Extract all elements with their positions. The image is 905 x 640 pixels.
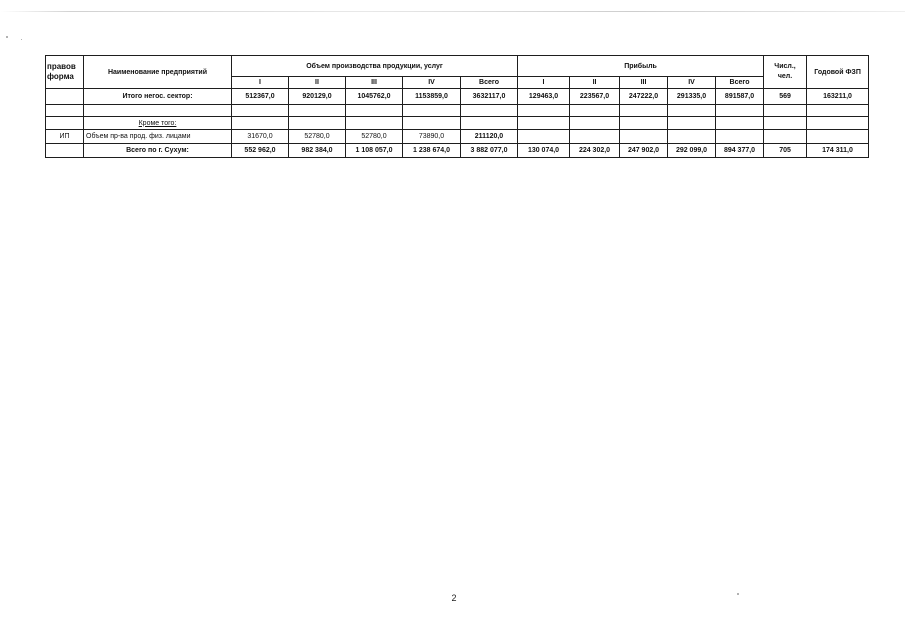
- cell-empty: [403, 117, 461, 130]
- cell-empty: [668, 117, 716, 130]
- cell-empty: [346, 105, 403, 117]
- cell-empty: [570, 105, 620, 117]
- cell-empty: [461, 117, 518, 130]
- table-row-city-total: [46, 144, 869, 158]
- cell-empty: [716, 117, 764, 130]
- cell-enterprise-name: Итого негос. сектор:: [84, 89, 232, 105]
- header-row-groups: [46, 56, 869, 77]
- cell-annual-payroll: 174 311,0: [807, 144, 869, 158]
- cell-empty: [232, 105, 289, 117]
- cell-enterprise-name: Всего по г. Сухум:: [84, 144, 232, 158]
- cell-profit-q1: 129463,0: [518, 89, 570, 105]
- header-production-q1: I: [232, 77, 289, 89]
- cell-profit-q2: 224 302,0: [570, 144, 620, 158]
- cell-empty: [232, 117, 289, 130]
- cell-profit-total: 891587,0: [716, 89, 764, 105]
- cell-empty: [289, 105, 346, 117]
- cell-legal-form: ИП: [46, 130, 84, 144]
- cell-production-q3: 1045762,0: [346, 89, 403, 105]
- cell-profit-q3: 247222,0: [620, 89, 668, 105]
- cell-headcount: 569: [764, 89, 807, 105]
- section-label-text: Кроме того:: [138, 119, 177, 127]
- cell-headcount: 705: [764, 144, 807, 158]
- cell-production-q1: 512367,0: [232, 89, 289, 105]
- cell-legal-form: [46, 144, 84, 158]
- header-production-q3: III: [346, 77, 403, 89]
- cell-empty: [807, 117, 869, 130]
- cell-production-q4: 1153859,0: [403, 89, 461, 105]
- header-production-q4: IV: [403, 77, 461, 89]
- header-headcount: [764, 56, 807, 89]
- cell-profit-q4: 291335,0: [668, 89, 716, 105]
- cell-production-q4: 73890,0: [403, 130, 461, 144]
- header-legal-form: [46, 56, 84, 89]
- cell-profit-q2: [570, 130, 620, 144]
- header-profit-q1: I: [518, 77, 570, 89]
- cell-production-q1: 552 962,0: [232, 144, 289, 158]
- scan-speck: [737, 593, 739, 595]
- header-legal-form-line1: правов: [47, 62, 76, 71]
- cell-legal-form: [46, 89, 84, 105]
- cell-profit-q4: [668, 130, 716, 144]
- cell-empty: [764, 117, 807, 130]
- cell-production-q2: 982 384,0: [289, 144, 346, 158]
- cell-headcount: [764, 130, 807, 144]
- cell-empty: [84, 105, 232, 117]
- cell-profit-total: 894 377,0: [716, 144, 764, 158]
- cell-profit-q1: 130 074,0: [518, 144, 570, 158]
- cell-empty: [461, 105, 518, 117]
- header-production-total: Всего: [461, 77, 518, 89]
- cell-profit-q3: [620, 130, 668, 144]
- header-annual-payroll: Годовой ФЗП: [807, 56, 869, 89]
- cell-empty: [46, 117, 84, 130]
- table-row-individuals: [46, 130, 869, 144]
- table-row-section-label: [46, 117, 869, 130]
- cell-production-total: 211120,0: [461, 130, 518, 144]
- cell-profit-q2: 223567,0: [570, 89, 620, 105]
- cell-empty: [570, 117, 620, 130]
- cell-empty: [518, 117, 570, 130]
- header-profit: Прибыль: [518, 56, 764, 77]
- header-headcount-line2: чел.: [777, 73, 793, 80]
- cell-production-q1: 31670,0: [232, 130, 289, 144]
- production-profit-table: [45, 55, 869, 158]
- header-profit-q3: III: [620, 77, 668, 89]
- cell-empty: [620, 117, 668, 130]
- scan-speck: [6, 36, 8, 38]
- cell-empty: [46, 105, 84, 117]
- cell-annual-payroll: [807, 130, 869, 144]
- cell-production-total: 3 882 077,0: [461, 144, 518, 158]
- header-profit-q2: II: [570, 77, 620, 89]
- cell-annual-payroll: 163211,0: [807, 89, 869, 105]
- table-row-nonstate-total: [46, 89, 869, 105]
- cell-empty: [807, 105, 869, 117]
- cell-production-q2: 52780,0: [289, 130, 346, 144]
- header-enterprise-name: Наименование предприятий: [84, 56, 232, 89]
- table-row-empty: [46, 105, 869, 117]
- cell-profit-q3: 247 902,0: [620, 144, 668, 158]
- page-number: 2: [451, 593, 457, 603]
- scan-speck: [21, 39, 22, 40]
- cell-profit-q1: [518, 130, 570, 144]
- scan-artifact-line: [0, 11, 905, 12]
- cell-production-q3: 52780,0: [346, 130, 403, 144]
- cell-empty: [289, 117, 346, 130]
- header-profit-total: Всего: [716, 77, 764, 89]
- cell-empty: [620, 105, 668, 117]
- cell-section-label: [84, 117, 232, 130]
- cell-empty: [518, 105, 570, 117]
- header-headcount-line1: Числ.,: [774, 62, 796, 70]
- cell-empty: [403, 105, 461, 117]
- cell-production-q4: 1 238 674,0: [403, 144, 461, 158]
- cell-profit-total: [716, 130, 764, 144]
- header-production-volume: Объем производства продукции, услуг: [232, 56, 518, 77]
- cell-production-q3: 1 108 057,0: [346, 144, 403, 158]
- cell-production-total: 3632117,0: [461, 89, 518, 105]
- cell-empty: [716, 105, 764, 117]
- cell-empty: [764, 105, 807, 117]
- cell-enterprise-name: Объем пр-ва прод. физ. лицами: [84, 130, 232, 144]
- cell-empty: [668, 105, 716, 117]
- cell-production-q2: 920129,0: [289, 89, 346, 105]
- header-legal-form-line2: форма: [47, 72, 74, 81]
- cell-empty: [346, 117, 403, 130]
- header-production-q2: II: [289, 77, 346, 89]
- header-profit-q4: IV: [668, 77, 716, 89]
- cell-profit-q4: 292 099,0: [668, 144, 716, 158]
